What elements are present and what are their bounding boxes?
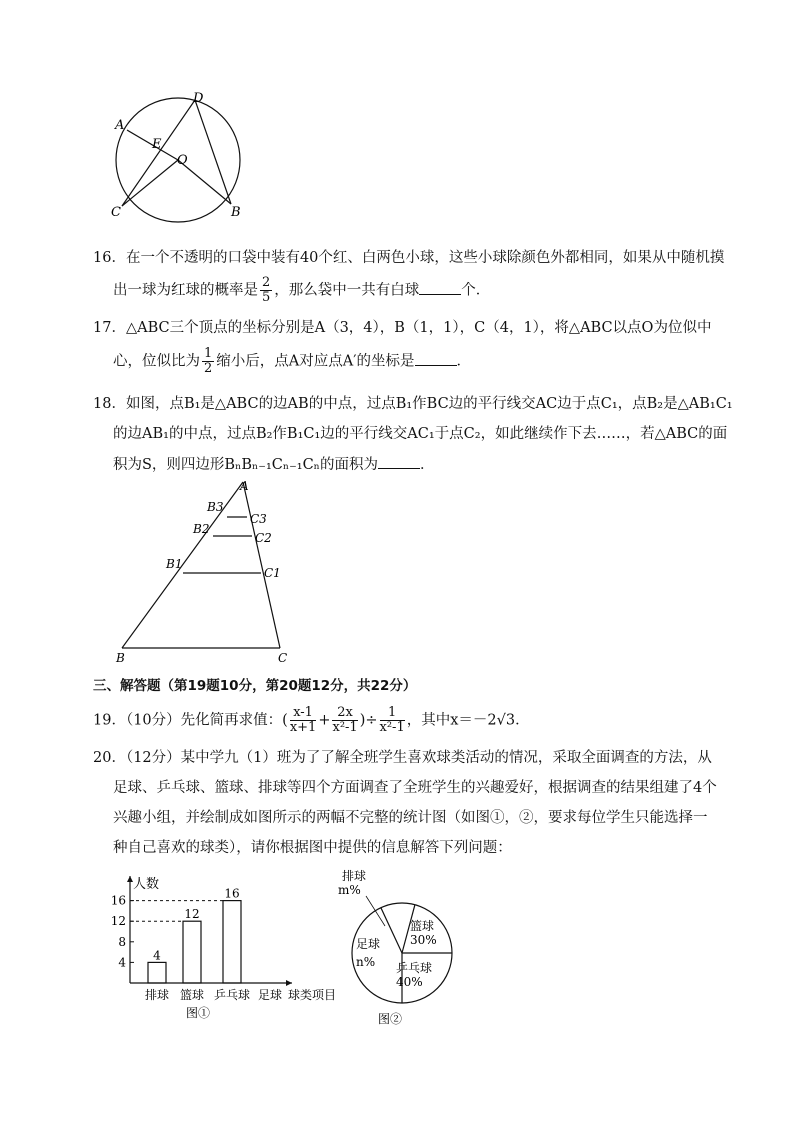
q17-text-c: ． [456, 353, 472, 370]
q20-text-line2: 足球、乒乓球、篮球、排球等四个方面调查了全班学生的兴趣爱好，根据调查的结果组建了4个 [113, 780, 717, 796]
q20-text-line1: （12分）某中学九（1）班为了了解全班学生喜欢球类活动的情况，采取全面调查的方法，从 [125, 750, 712, 766]
pie-slice-label: 40% [396, 975, 423, 989]
q17-line1 [93, 318, 711, 338]
q20-text-line4: 种自己喜欢的球类），请你根据图中提供的信息解答下列问题： [113, 840, 512, 856]
q19-f3-den: x²-1 [379, 720, 405, 735]
bar-chart-title: 图① [185, 1006, 211, 1020]
q16-text-a: 出一球为红球的概率是 [113, 282, 258, 299]
q19-number: 19． [93, 712, 126, 729]
q18-line3 [113, 454, 434, 475]
q20-line3 [113, 808, 708, 828]
q16-line2 [113, 276, 490, 305]
point-label-o: O [177, 153, 188, 168]
q16-fraction [260, 276, 272, 305]
x-axis-arrow [286, 980, 292, 986]
q16-line1 [93, 248, 724, 268]
triangle-label-b: B [116, 651, 125, 665]
q20-line2 [113, 778, 717, 798]
q19-frac1 [290, 706, 317, 735]
q16-frac-den: 5 [262, 290, 271, 305]
q17-frac-den: 2 [204, 361, 213, 376]
triangle-label-a: A [240, 479, 249, 493]
y-tick-label: 4 [118, 955, 126, 970]
q19-frac3 [380, 706, 405, 735]
q18-text-line2: 的边AB₁的中点，过点B₂作B₁C₁边的平行线交AC₁于点C₂，如此继续作下去……，若△ABC的面 [113, 426, 728, 442]
q18-line1 [93, 394, 733, 414]
point-label-e: E [152, 137, 162, 152]
q19-line: 19．（10分）先化简再求值：( $\frac{x-1}{x+1}$ + $\frac{2x}{\text{x²-1}}$ )÷ $\frac{1}{\text{x²-1}}$ ，其中x＝－2√3． [93, 705, 530, 735]
pie-slice-name: 排球 [342, 869, 367, 883]
bar [183, 921, 201, 983]
q16-text-line1: 在一个不透明的口袋中装有40个红、白两色小球，这些小球除颜色外都相同，如果从中随机摸 [125, 250, 725, 266]
q19-f1-num: x-1 [290, 706, 317, 721]
x-axis-label: 球类项目 [288, 988, 337, 1002]
q17-answer-blank[interactable] [415, 351, 457, 366]
q17-fraction [202, 347, 214, 376]
q19-text-a: 先化简再求值： [180, 712, 283, 729]
q19-f1-den: x+1 [289, 720, 317, 735]
bar-data-label: 12 [184, 907, 200, 922]
x-tick-label: 乒乓球 [213, 988, 251, 1002]
bar [148, 962, 166, 983]
bar-chart [110, 868, 350, 1028]
triangle-figure [110, 476, 300, 666]
q20-line1 [93, 748, 712, 768]
q19-frac2 [332, 706, 357, 735]
point-label-d: D [193, 91, 204, 106]
pie-slice-name: 篮球 [410, 919, 435, 933]
pie-slice-boundary [381, 908, 402, 953]
q16-answer-blank[interactable] [419, 280, 461, 295]
pie-slice-label: 30% [410, 933, 437, 947]
point-label-c: C [111, 205, 121, 220]
y-axis-label: 人数 [133, 877, 160, 892]
y-tick-label: 12 [110, 914, 126, 929]
triangle-label-b3: B3 [207, 500, 224, 514]
pie-chart [330, 868, 460, 1028]
x-tick-label: 排球 [144, 988, 170, 1002]
triangle-label-b1: B1 [166, 557, 183, 571]
triangle-label-c3: C3 [250, 512, 267, 526]
q18-answer-blank[interactable] [378, 454, 420, 469]
q18-text-line1: 如图，点B₁是△ABC的边AB的中点，过点B₁作BC边的平行线交AC边于点C₁，点B₂是△AB₁C₁ [125, 396, 733, 412]
q20-text-line3: 兴趣小组，并绘制成如图所示的两幅不完整的统计图（如图①，②，要求每位学生只能选择一 [113, 810, 708, 826]
q19-f3-num: 1 [380, 706, 405, 721]
q19-f2-den: x²-1 [332, 720, 358, 735]
q19-text-b: ，其中x＝－2√3． [406, 712, 530, 729]
q18-text-b: ． [419, 457, 435, 473]
x-tick-label: 足球 [257, 988, 283, 1002]
q16-text-c: 个． [461, 282, 491, 299]
pie-slice-name: 足球 [356, 937, 381, 951]
pie-slice-label: n% [356, 955, 376, 969]
q18-number: 18． [93, 396, 126, 412]
q17-number: 17． [93, 320, 126, 336]
q17-text-line1: △ABC三个顶点的坐标分别是A（3，4），B（1，1），C（4，1），将△ABC以点O为位似中 [125, 320, 712, 336]
q16-frac-num: 2 [262, 275, 271, 290]
triangle-label-c: C [278, 651, 288, 665]
pie-chart-title: 图② [378, 1012, 403, 1026]
q19-f2-num: 2x [332, 706, 357, 721]
bar [223, 901, 241, 983]
point-label-b: B [231, 205, 241, 220]
y-tick-label: 16 [110, 893, 126, 908]
q17-frac-num: 1 [204, 346, 213, 361]
x-tick-label: 篮球 [179, 988, 205, 1002]
q20-number: 20． [93, 750, 126, 766]
q17-line2 [113, 347, 471, 376]
y-tick-label: 8 [118, 934, 126, 949]
circle-figure [105, 88, 255, 223]
q17-text-a: 心，位似比为 [113, 353, 200, 370]
point-label-a: A [115, 118, 125, 133]
triangle-label-b2: B2 [193, 522, 210, 536]
pie-slice-name: 乒乓球 [396, 961, 433, 975]
triangle-label-c1: C1 [264, 566, 281, 580]
bar-data-label: 4 [153, 948, 161, 963]
q18-text-a: 积为S，则四边形BₙBₙ₋₁Cₙ₋₁Cₙ的面积为 [113, 457, 378, 473]
q17-text-b: 缩小后，点A对应点A′的坐标是 [216, 353, 415, 370]
q16-number: 16． [93, 250, 126, 266]
q18-line2 [113, 424, 727, 444]
triangle-label-c2: C2 [255, 531, 272, 545]
q16-text-b: ，那么袋中一共有白球 [274, 282, 420, 299]
bar-data-label: 16 [224, 886, 240, 901]
section-heading: 三、解答题（第19题10分，第20题12分，共22分） [93, 678, 417, 694]
q20-line4 [113, 838, 512, 858]
pie-slice-label: m% [338, 883, 361, 897]
q19-points: （10分） [125, 712, 181, 729]
